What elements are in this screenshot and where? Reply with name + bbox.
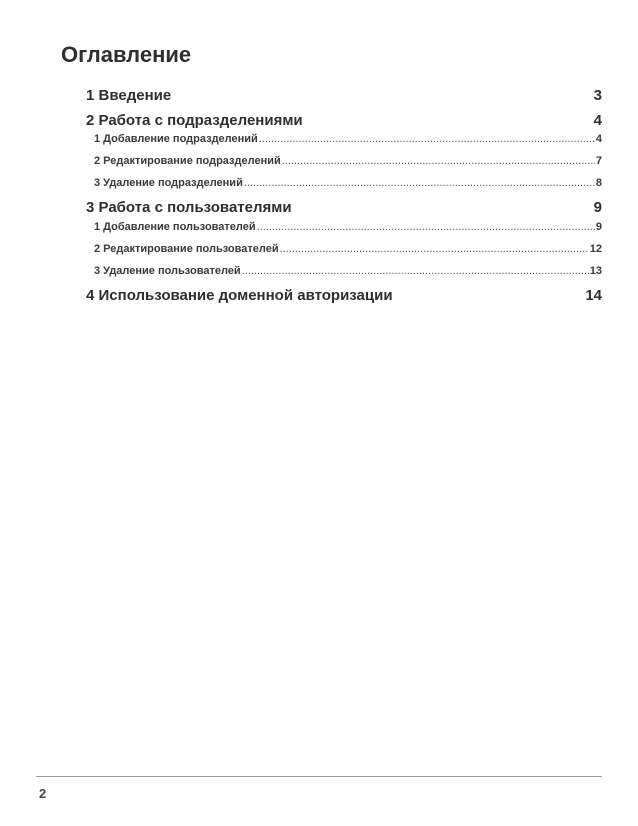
toc-entry-label: 1 Введение bbox=[86, 87, 172, 104]
toc-section-add-departments[interactable] bbox=[94, 132, 602, 147]
dot-leader bbox=[259, 132, 595, 147]
toc-entry-label: 3 Удаление подразделений bbox=[94, 177, 243, 189]
toc-entry-page: 4 bbox=[593, 112, 602, 129]
toc-section-edit-users[interactable] bbox=[94, 242, 602, 257]
toc-entry-label: 2 Редактирование подразделений bbox=[94, 155, 281, 167]
dot-leader bbox=[280, 242, 589, 257]
toc-entry-page: 9 bbox=[593, 199, 602, 216]
toc-entry-page: 3 bbox=[593, 87, 602, 104]
toc-entry-page: 8 bbox=[595, 177, 602, 189]
toc-chapter-introduction[interactable] bbox=[86, 86, 602, 106]
toc-section-delete-users[interactable] bbox=[94, 264, 602, 279]
toc-entry-page: 12 bbox=[589, 243, 602, 255]
toc-entry-page: 14 bbox=[585, 287, 602, 304]
dot-leader bbox=[257, 220, 595, 235]
toc-chapter-departments[interactable] bbox=[86, 111, 602, 131]
page-number: 2 bbox=[39, 786, 47, 801]
toc-entry-label: 4 Использование доменной авторизации bbox=[86, 287, 393, 304]
dot-leader bbox=[282, 154, 595, 169]
toc-entry-label: 3 Работа с пользователями bbox=[86, 199, 292, 216]
toc-entry-page: 9 bbox=[595, 221, 602, 233]
toc-section-edit-departments[interactable] bbox=[94, 154, 602, 169]
toc-entry-label: 1 Добавление подразделений bbox=[94, 133, 258, 145]
dot-leader bbox=[244, 176, 595, 191]
page-title: Оглавление bbox=[61, 42, 192, 67]
toc-entry-label: 3 Удаление пользователей bbox=[94, 265, 241, 277]
toc-entry-page: 13 bbox=[589, 265, 602, 277]
dot-leader bbox=[242, 264, 589, 279]
toc-entry-page: 4 bbox=[595, 133, 602, 145]
toc-entry-label: 2 Редактирование пользователей bbox=[94, 243, 279, 255]
toc-section-delete-departments[interactable] bbox=[94, 176, 602, 191]
toc-entry-label: 1 Добавление пользователей bbox=[94, 221, 256, 233]
toc-entry-page: 7 bbox=[595, 155, 602, 167]
footer-divider bbox=[36, 776, 602, 777]
toc-section-add-users[interactable] bbox=[94, 220, 602, 235]
toc-chapter-domain-auth[interactable] bbox=[86, 286, 602, 306]
toc-chapter-users[interactable] bbox=[86, 198, 602, 218]
toc-entry-label: 2 Работа с подразделениями bbox=[86, 112, 303, 129]
